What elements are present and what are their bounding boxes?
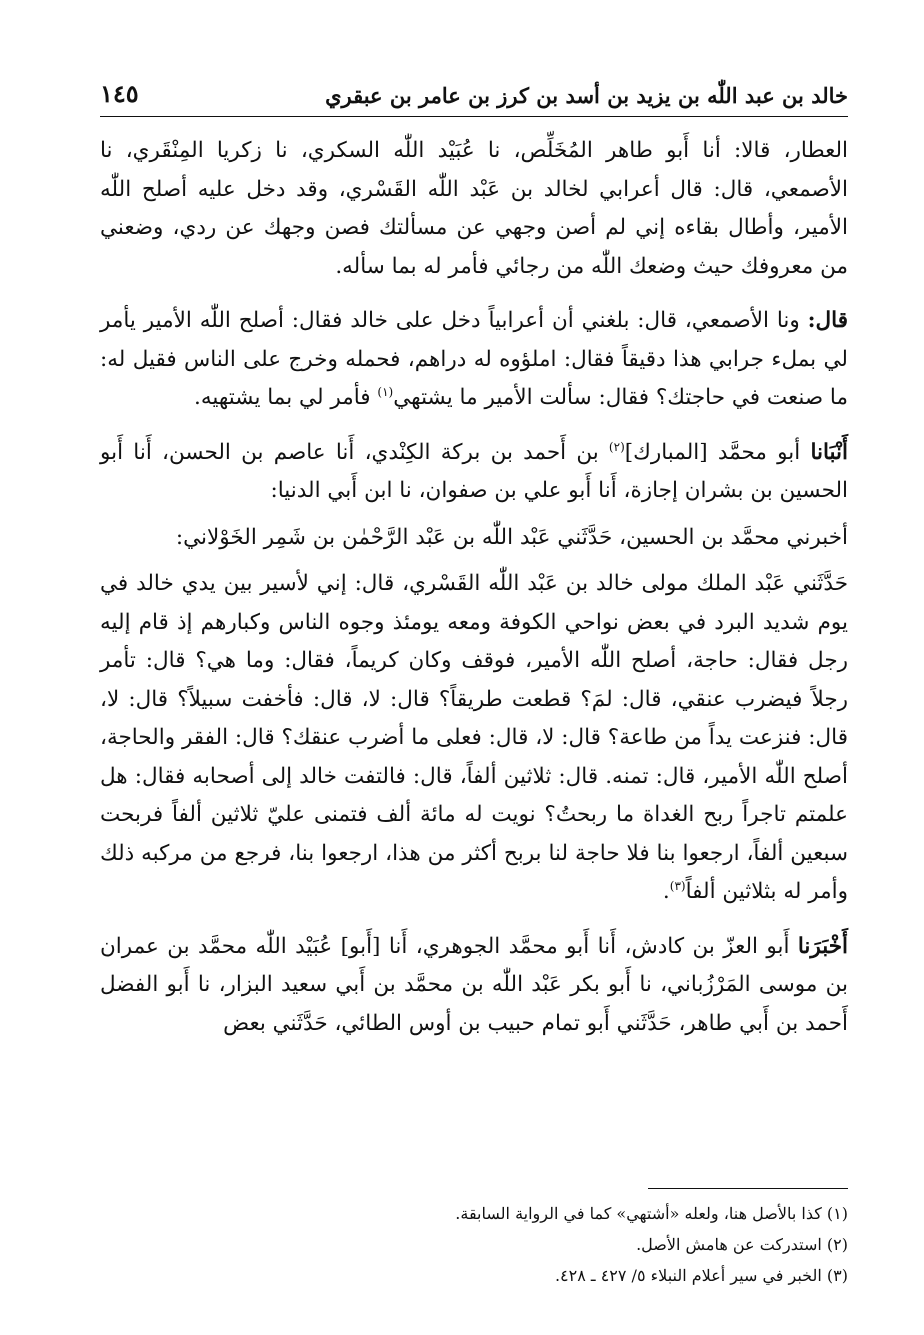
footnote: (٢) استدركت عن هامش الأصل. — [636, 1235, 848, 1254]
paragraph: أَنْبَانا أبو محمَّد [المبارك]$^{(٢)}$ بن أَحمد بن بركة الكِنْدي، أَنا عاصم بن الحسن، أَنا أَبو الحسين بن بشران إجازة، أَنا أَبو علي بن صفوان، نا ابن أَبي الدنيا: — [100, 439, 848, 503]
header-title: خالد بن عبد اللّٰه بن يزيد بن أسد بن كرز بن عامر بن عبقري — [325, 83, 848, 108]
book-page — [100, 60, 848, 1300]
main-text — [100, 132, 848, 1059]
paragraph: حَدَّثَني عَبْد الملك مولى خالد بن عَبْد اللّٰه القَسْري، قال: إني لأسير بين يدي خالد في يوم شديد البرد في بعض نواحي الكوفة ومعه يومئذ وجوه الناس وكبارهم إذ قام إليه رجل فقال: حاجة، أصلح اللّٰه الأمير، فوقف وكان كريماً، فقال: وما هي؟ قال: تأمر رجلاً فيضرب عنقي، قال: لمَ؟ قطعت طريقاً؟ قال: لا، قال: فأخفت سبيلاً؟ قال: لا، قال: فنزعت يداً من طاعة؟ قال: لا، قال: فعلى ما أضرب عنقك؟ قال: الفقر والحاجة، أصلح اللّٰه الأمير، قال: تمنه. قال: ثلاثين ألفاً، قال: فالتفت خالد إلى أصحابه فقال: هل علمتم تاجراً ربح الغداة ما ربحتُ؟ نويت له مائة ألف فتمنى عليّ ثلاثين ألفاً فربحت سبعين ألفاً، ارجعوا بنا فلا حاجة لنا بربح أكثر من هذا، ارجعوا بنا، فرجع من مركبه ذلك وأمر له بثلاثين ألفاً$^{(٣)}$. — [100, 571, 848, 904]
paragraph: أَخْبَرَنا أَبو العزّ بن كادش، أَنا أَبو محمَّد الجوهري، أَنا [أَبو] عُبَيْد اللّٰه محمَّد بن عمران بن موسى المَرْزُباني، نا أَبو بكر عَبْد اللّٰه بن محمَّد بن أَبي سعيد البزار، نا أَبو الفضل أَحمد بن أَبي طاهر، حَدَّثَني أَبو تمام حبيب بن أوس الطائي، حَدَّثَني بعض — [100, 933, 848, 1036]
header-rule — [100, 116, 848, 117]
footnote-ref: (٢) — [608, 439, 625, 454]
page-number: ١٤٥ — [100, 79, 139, 108]
paragraph: أخبرني محمَّد بن الحسين، حَدَّثَني عَبْد اللّٰه بن عَبْد الرَّحْمٰن بن شَمِر الخَوْلاني: — [175, 524, 848, 550]
footnotes — [100, 1198, 848, 1291]
footnote-ref: (٣) — [669, 878, 686, 893]
paragraph: قال: ونا الأصمعي، قال: بلغني أن أعرابياً دخل على خالد فقال: أصلح اللّٰه الأمير يأمر لي بملء جرابي هذا دقيقاً فقال: املؤوه له دراهم، فحمله وخرج على الناس فقيل له: ما صنعت في حاجتك؟ فقال: سألت الأمير ما يشتهي$^{(١)}$ فأمر لي بما يشتهيه. — [100, 308, 848, 410]
paragraph: العطار، قالا: أنا أَبو طاهر المُخَلِّص، نا عُبَيْد اللّٰه السكري، نا زكريا المِنْقَري، نا الأصمعي، قال: قال أعرابي لخالد بن عَبْد اللّٰه القَسْري، وقد دخل عليه أصلح اللّٰه الأمير، وأطال بقاءه إني لم أصن وجهي عن مسألتك فصن وجهك عن ردي، وضعني من معروفك حيث وضعك اللّٰه من رجائي فأمر له بما سأله. — [100, 138, 848, 279]
running-header — [100, 68, 848, 108]
footnote-rule — [648, 1188, 848, 1189]
footnote-ref: (١) — [377, 384, 394, 399]
footnote: (٣) الخبر في سير أعلام النبلاء ٥/ ٤٢٧ ـ ٤٢٨. — [554, 1266, 848, 1285]
footnote: (١) كذا بالأصل هنا، ولعله «أشتهي» كما في الرواية السابقة. — [455, 1204, 848, 1223]
